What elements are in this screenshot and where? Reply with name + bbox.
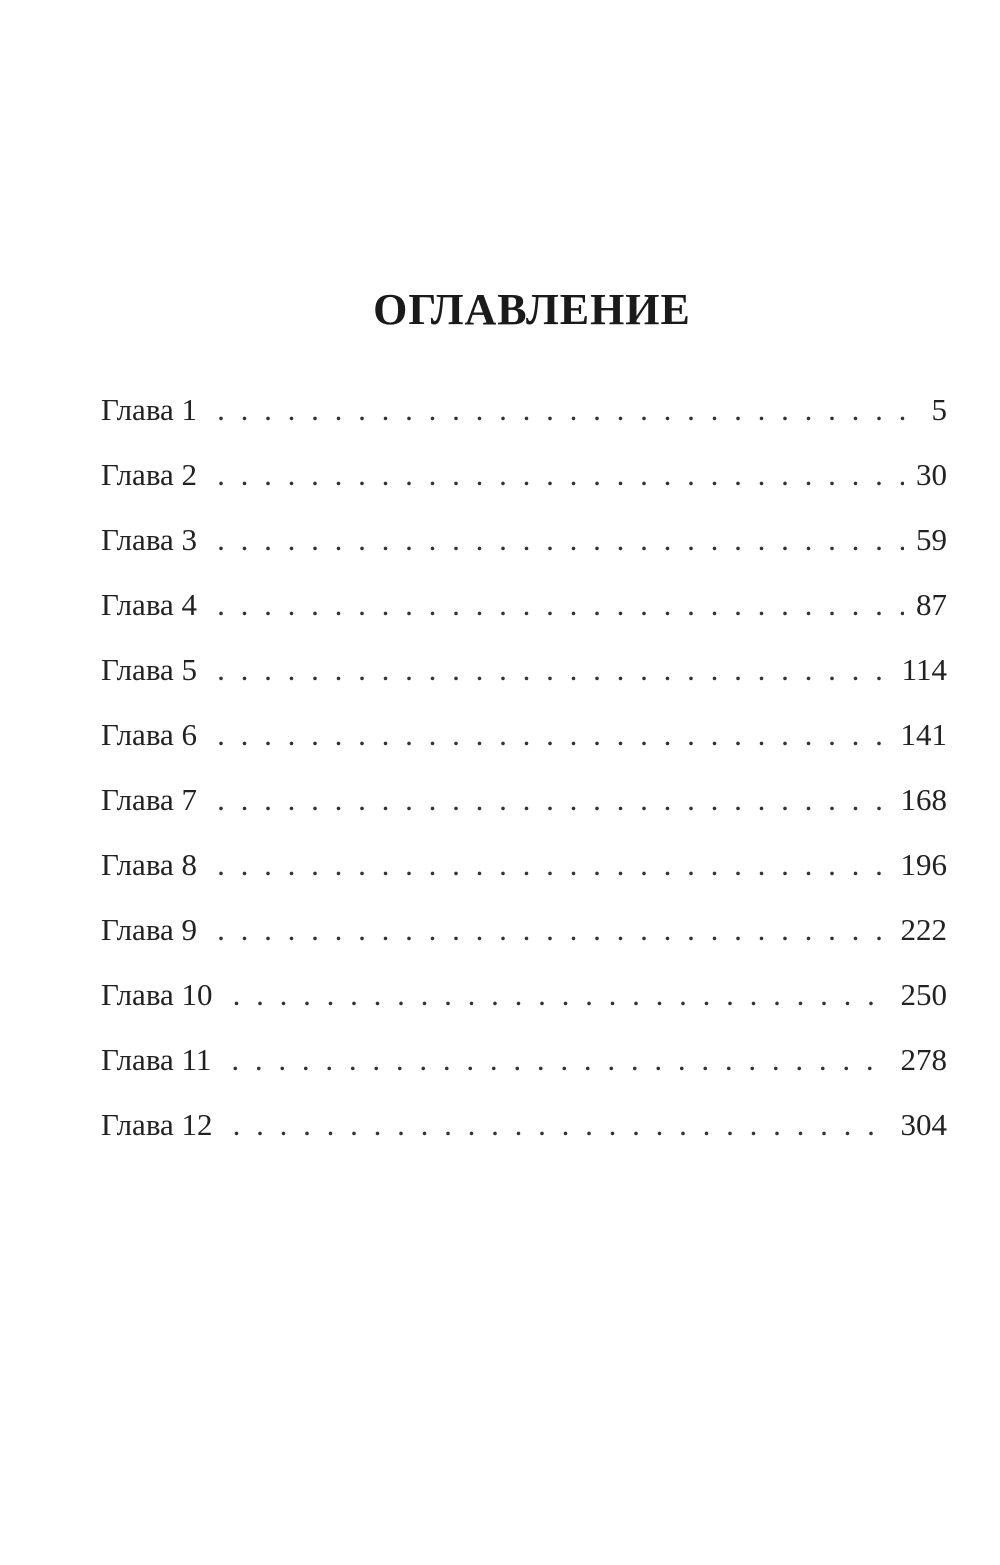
toc-entry bbox=[101, 575, 947, 640]
toc-entry-page-number: 30 bbox=[916, 457, 947, 492]
toc-entry-page-number: 59 bbox=[916, 522, 947, 557]
dot-leader bbox=[231, 1030, 888, 1090]
dot-leader bbox=[233, 1095, 889, 1155]
toc-entry-page-number: 196 bbox=[900, 847, 947, 882]
toc-entry-page-number: 87 bbox=[916, 587, 947, 622]
page-title: ОГЛАВЛЕНИЕ bbox=[373, 285, 691, 334]
toc-entry-label: Глава 12 bbox=[101, 1107, 213, 1142]
dot-leader bbox=[217, 640, 890, 700]
toc-entry bbox=[101, 705, 947, 770]
toc-entry-page-number: 222 bbox=[900, 912, 947, 947]
toc-entry bbox=[101, 1095, 947, 1160]
toc-entry-page-number: 141 bbox=[900, 717, 947, 752]
toc-entry-page-number: 114 bbox=[901, 652, 947, 687]
toc-entry bbox=[101, 510, 947, 575]
toc-entry-label: Глава 3 bbox=[101, 522, 198, 557]
toc-entry-label: Глава 7 bbox=[101, 782, 198, 817]
toc-entry-page-number: 5 bbox=[931, 392, 947, 427]
toc-entry bbox=[101, 835, 947, 900]
toc-entry bbox=[101, 380, 947, 445]
dot-leader bbox=[217, 770, 888, 830]
dot-leader bbox=[217, 510, 904, 570]
toc-entry-page-number: 304 bbox=[900, 1107, 947, 1142]
toc-entry-label: Глава 8 bbox=[101, 847, 198, 882]
toc-entry-page-number: 250 bbox=[900, 977, 947, 1012]
dot-leader bbox=[217, 380, 919, 440]
toc-entry-label: Глава 4 bbox=[101, 587, 198, 622]
toc-entry-label: Глава 5 bbox=[101, 652, 198, 687]
dot-leader bbox=[217, 445, 904, 505]
toc-entry bbox=[101, 900, 947, 965]
toc-entry-page-number: 278 bbox=[900, 1042, 947, 1077]
toc-entry bbox=[101, 640, 947, 705]
toc-entry-label: Глава 9 bbox=[101, 912, 198, 947]
toc-entry bbox=[101, 1030, 947, 1095]
toc-entry-label: Глава 1 bbox=[101, 392, 198, 427]
toc-entry-label: Глава 11 bbox=[101, 1042, 212, 1077]
toc-entry bbox=[101, 770, 947, 835]
dot-leader bbox=[217, 835, 888, 895]
dot-leader bbox=[217, 575, 904, 635]
toc-entry-label: Глава 2 bbox=[101, 457, 198, 492]
toc-entry-label: Глава 6 bbox=[101, 717, 198, 752]
dot-leader bbox=[233, 965, 889, 1025]
toc-entry bbox=[101, 445, 947, 510]
toc-entry-label: Глава 10 bbox=[101, 977, 213, 1012]
dot-leader bbox=[217, 705, 888, 765]
dot-leader bbox=[217, 900, 888, 960]
toc-entry-page-number: 168 bbox=[900, 782, 947, 817]
table-of-contents bbox=[101, 380, 947, 1160]
toc-entry bbox=[101, 965, 947, 1030]
